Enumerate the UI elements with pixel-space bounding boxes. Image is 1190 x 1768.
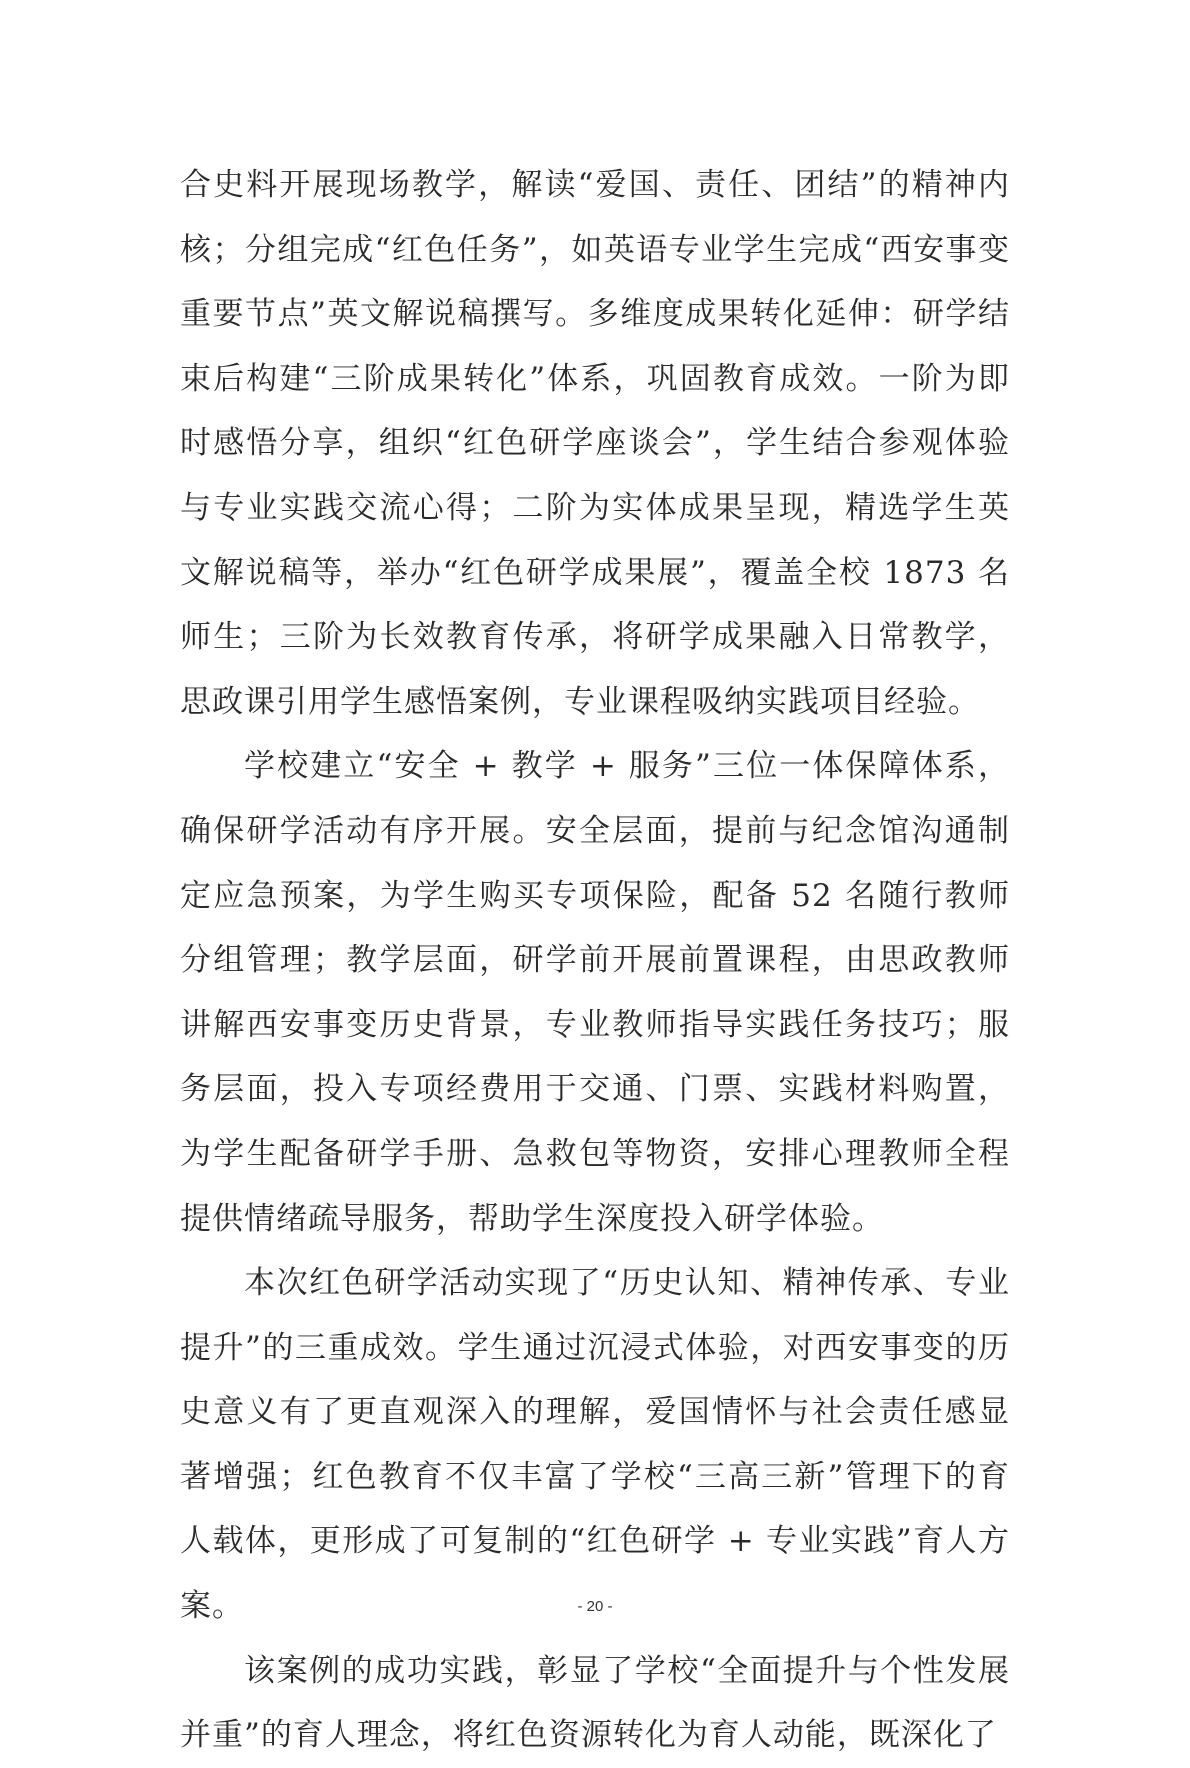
body-text bbox=[180, 153, 1010, 1768]
paragraph: 本次红色研学活动实现了“历史认知、精神传承、专业提升”的三重成效。学生通过沉浸式体验，对西安事变的历史意义有了更直观深入的理解，爱国情怀与社会责任感显著增强；红色教育不仅丰富了学校“三高三新”管理下的育人载体，更形成了可复制的“红色研学 + 专业实践”育人方案。 bbox=[180, 1265, 1010, 1625]
paragraph: 该案例的成功实践，彰显了学校“全面提升与个性发展并重”的育人理念，将红色资源转化为育人动能，既深化了 bbox=[180, 1652, 1010, 1754]
page-number: - 20 - bbox=[577, 1598, 613, 1615]
paragraph: 学校建立“安全 + 教学 + 服务”三位一体保障体系，确保研学活动有序开展。安全层面，提前与纪念馆沟通制定应急预案，为学生购买专项保险，配备 52 名随行教师分组管理；教学层面，研学前开展前置课程，由思政教师讲解西安事变历史背景，专业教师指导实践任务技巧；服务层面，投入专项经费用于交通、门票、实践材料购置，为学生配备研学手册、急救包等物资，安排心理教师全程提供情绪疏导服务，帮助学生深度投入研学体验。 bbox=[180, 748, 1010, 1237]
paragraph: 合史料开展现场教学，解读“爱国、责任、团结”的精神内核；分组完成“红色任务”，如英语专业学生完成“西安事变重要节点”英文解说稿撰写。多维度成果转化延伸：研学结束后构建“三阶成果转化”体系，巩固教育成效。一阶为即时感悟分享，组织“红色研学座谈会”，学生结合参观体验与专业实践交流心得；二阶为实体成果呈现，精选学生英文解说稿等，举办“红色研学成果展”，覆盖全校 1873 名师生；三阶为长效教育传承，将研学成果融入日常教学，思政课引用学生感悟案例，专业课程吸纳实践项目经验。 bbox=[180, 167, 1010, 720]
